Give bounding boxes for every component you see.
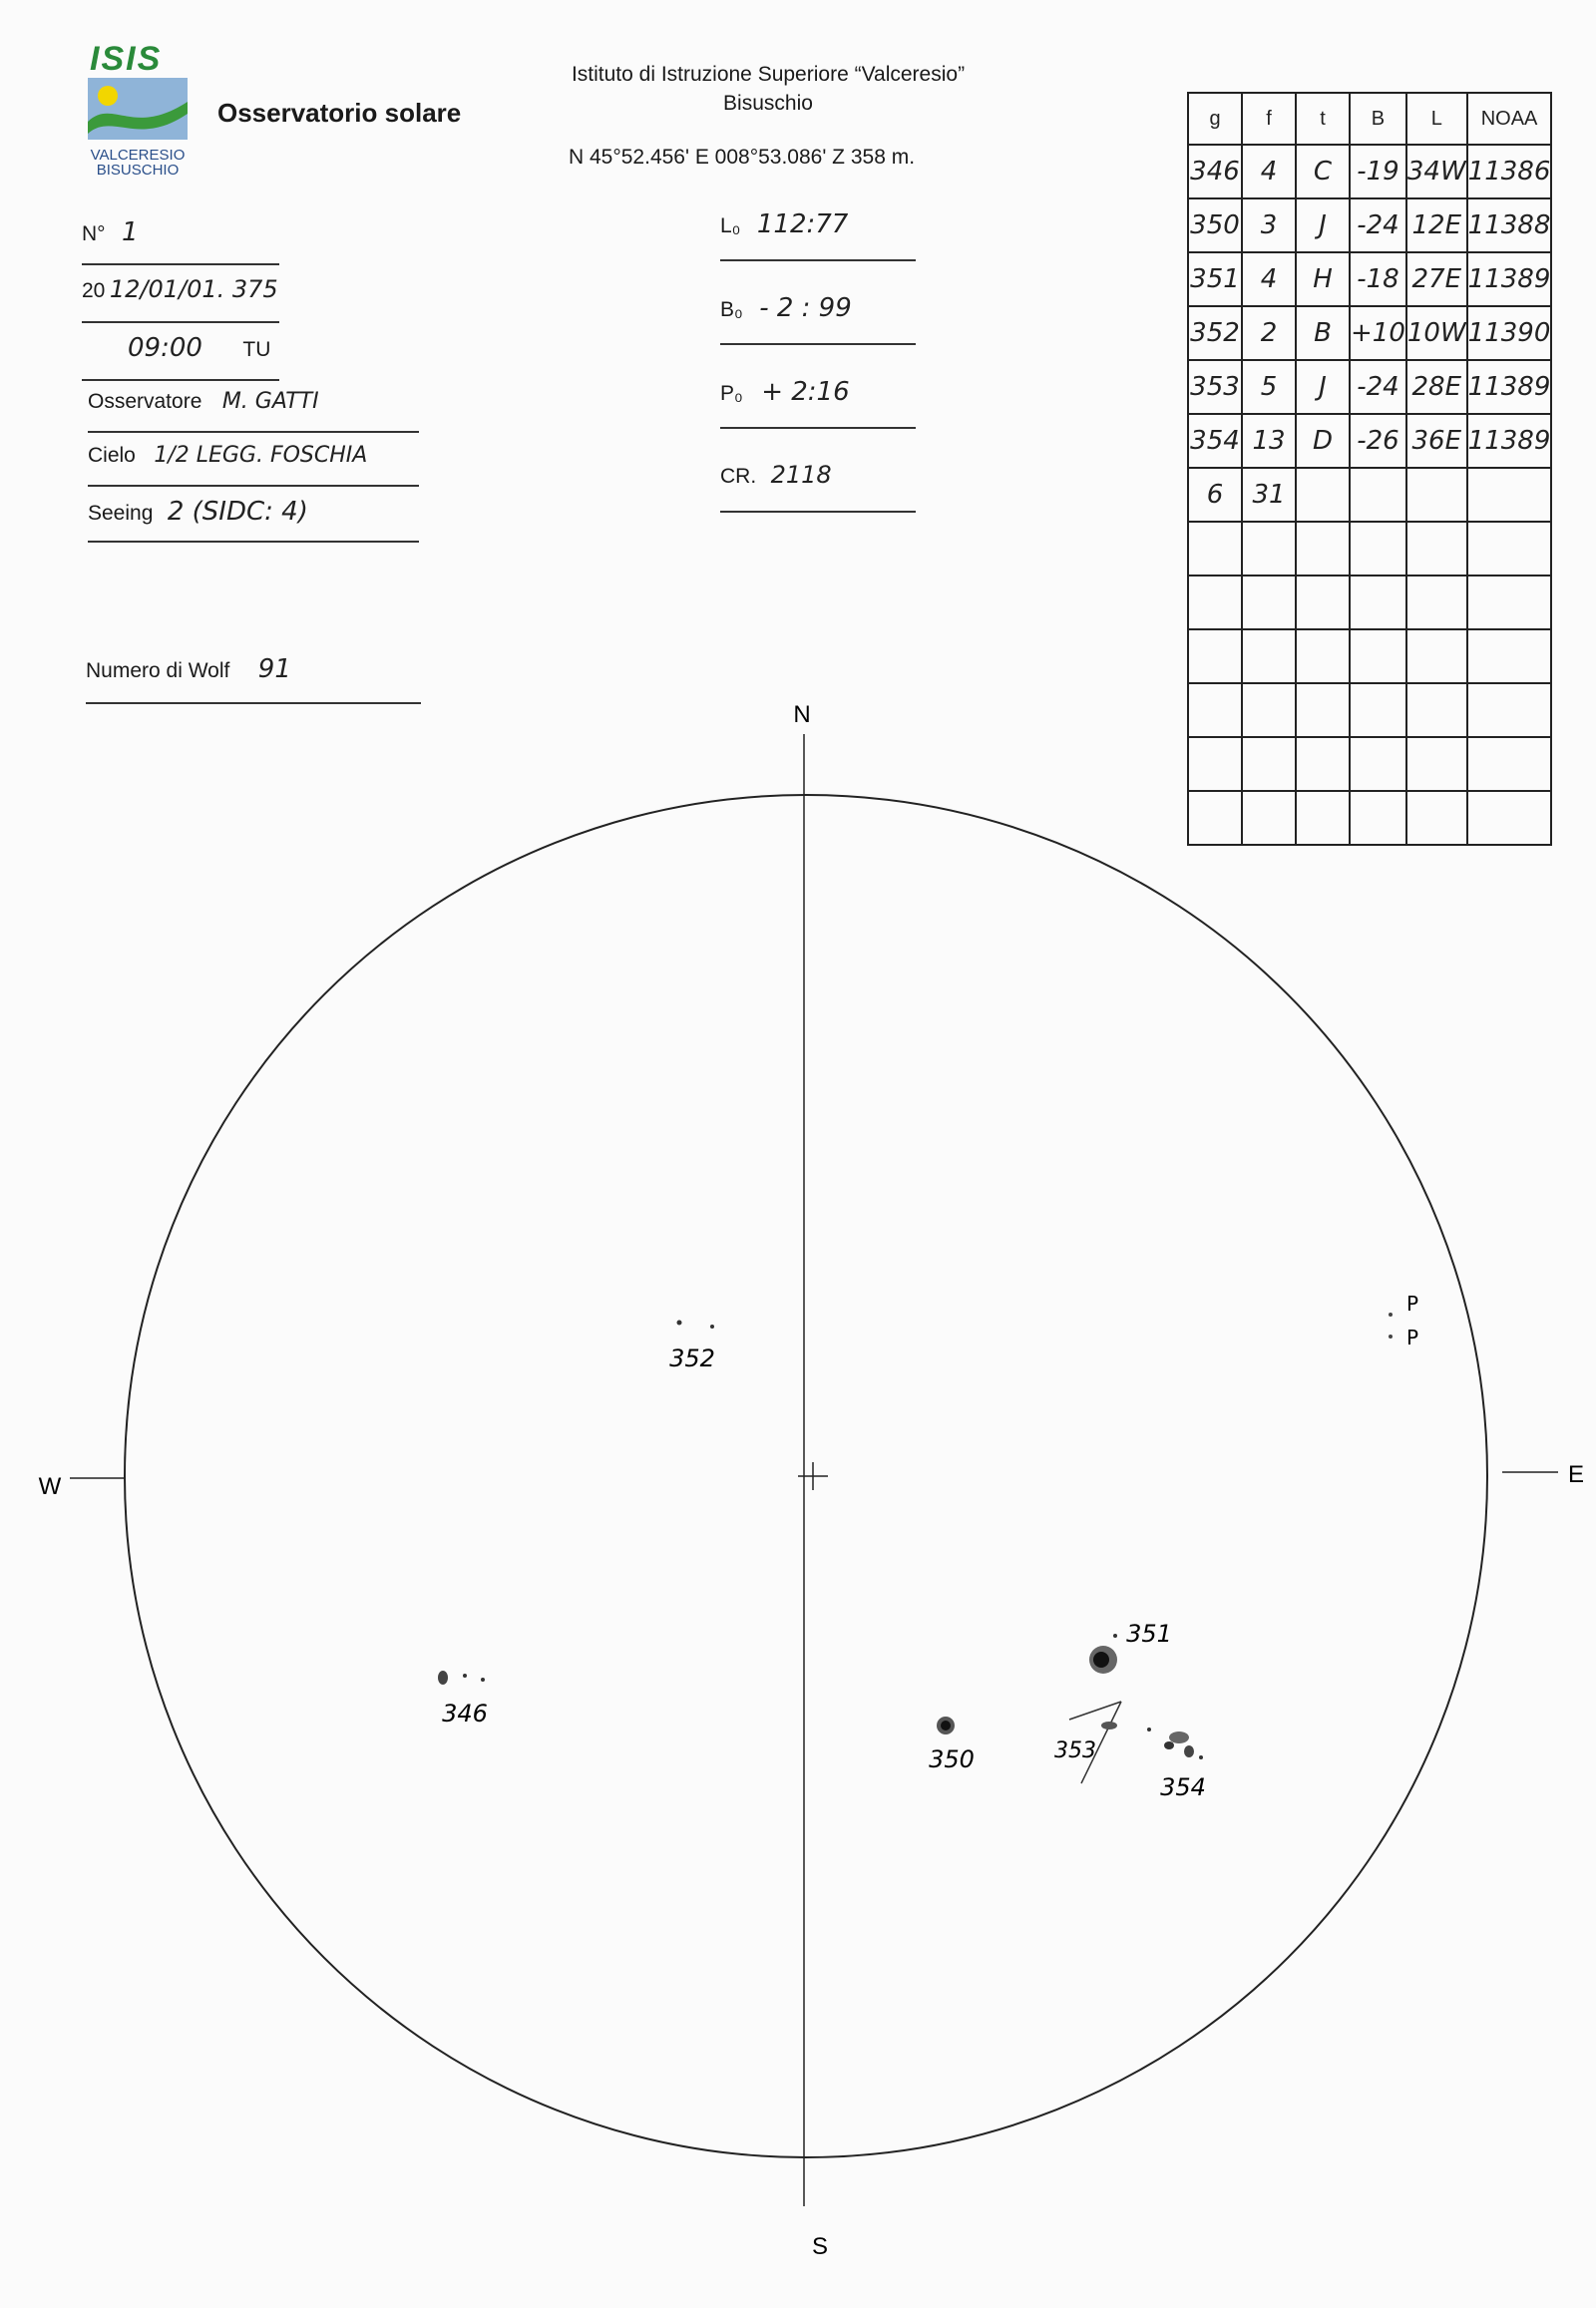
- cr-label: CR.: [720, 465, 757, 488]
- table-cell: 353: [1188, 360, 1242, 414]
- sunspot-354-c: [1184, 1745, 1194, 1757]
- table-header-cell: NOAA: [1467, 93, 1552, 145]
- sky-value: 1/2 LEGG. FOSCHIA: [154, 443, 368, 468]
- seeing-value: 2 (SIDC: 4): [167, 497, 308, 527]
- site-coordinates: N 45°52.456' E 008°53.086' Z 358 m.: [569, 146, 916, 169]
- west-label: W: [38, 1473, 62, 1500]
- institute-name: Istituto di Istruzione Superiore “Valceresio”: [571, 63, 966, 86]
- table-cell: 13: [1242, 414, 1296, 468]
- group-label-354: 354: [1160, 1773, 1206, 1801]
- seeing-label: Seeing: [88, 502, 154, 525]
- sunspot-354-d: [1199, 1755, 1203, 1759]
- table-cell: 27E: [1406, 252, 1467, 306]
- table-cell: -18: [1350, 252, 1406, 306]
- table-cell: B: [1296, 306, 1350, 360]
- table-cell: +10: [1350, 306, 1406, 360]
- logo-line-1: VALCERESIO: [90, 147, 186, 164]
- observer-label: Osservatore: [88, 390, 202, 413]
- facula-2-label: P: [1405, 1326, 1419, 1349]
- sky-label: Cielo: [88, 444, 136, 467]
- table-cell: 346: [1188, 145, 1242, 198]
- facula-2-dot: [1389, 1335, 1393, 1339]
- l0-label: L₀: [720, 214, 741, 237]
- p0-label: P₀: [720, 382, 743, 405]
- table-cell: 36E: [1406, 414, 1467, 468]
- table-cell: 352: [1188, 306, 1242, 360]
- sunspot-346-c: [481, 1678, 485, 1682]
- b0-label: B₀: [720, 298, 743, 321]
- south-label: S: [811, 2233, 829, 2260]
- north-label: N: [793, 701, 811, 728]
- table-header-cell: g: [1188, 93, 1242, 145]
- table-cell: 31: [1242, 468, 1296, 522]
- table-cell: 6: [1188, 468, 1242, 522]
- table-cell: -26: [1350, 414, 1406, 468]
- table-cell: 3: [1242, 198, 1296, 252]
- table-cell: 4: [1242, 145, 1296, 198]
- sunspot-354-a: [1169, 1731, 1189, 1743]
- table-cell: 34W: [1406, 145, 1467, 198]
- group-label-353: 353: [1054, 1738, 1096, 1763]
- date-value: 12/01/01. 375: [109, 275, 278, 303]
- sunspot-346-a: [438, 1671, 448, 1685]
- east-label: E: [1567, 1461, 1585, 1488]
- table-cell: -19: [1350, 145, 1406, 198]
- table-cell: 11389: [1467, 360, 1552, 414]
- observer-value: M. GATTI: [221, 389, 319, 414]
- facula-1-dot: [1389, 1313, 1393, 1317]
- table-cell: 11386: [1467, 145, 1552, 198]
- table-header-cell: f: [1242, 93, 1296, 145]
- table-header-cell: L: [1406, 93, 1467, 145]
- b0-value: - 2 : 99: [759, 293, 852, 323]
- table-cell: D: [1296, 414, 1350, 468]
- logo-brand: ISIS: [90, 40, 163, 78]
- group-label-352: 352: [669, 1345, 715, 1372]
- table-cell: 354: [1188, 414, 1242, 468]
- logo-line-2: BISUSCHIO: [96, 162, 180, 179]
- sunspot-351-b: [1113, 1634, 1117, 1638]
- group-label-346: 346: [442, 1700, 488, 1728]
- table-header-cell: B: [1350, 93, 1406, 145]
- table-cell: 11388: [1467, 198, 1552, 252]
- institute-town: Bisuschio: [723, 92, 813, 115]
- sunspot-351-umbra: [1093, 1652, 1109, 1668]
- sunspot-352-b: [710, 1325, 714, 1329]
- table-cell: 11390: [1467, 306, 1552, 360]
- observatory-title: Osservatorio solare: [217, 98, 462, 128]
- wolf-label: Numero di Wolf: [86, 659, 230, 682]
- table-cell: C: [1296, 145, 1350, 198]
- sunspot-350-umbra: [941, 1721, 951, 1731]
- sunspot-353-b: [1147, 1728, 1151, 1731]
- wolf-value: 91: [257, 654, 291, 684]
- table-cell: -24: [1350, 360, 1406, 414]
- facula-1-label: P: [1405, 1292, 1419, 1316]
- l0-value: 112:77: [756, 209, 849, 239]
- sunspot-353-a: [1101, 1722, 1117, 1730]
- table-cell: 350: [1188, 198, 1242, 252]
- table-cell: 351: [1188, 252, 1242, 306]
- table-cell: 11389: [1467, 252, 1552, 306]
- table-cell: 12E: [1406, 198, 1467, 252]
- table-cell: 5: [1242, 360, 1296, 414]
- table-header-cell: t: [1296, 93, 1350, 145]
- sunspot-352-a: [677, 1321, 682, 1326]
- p0-value: + 2:16: [761, 377, 850, 407]
- table-cell: 10W: [1406, 306, 1467, 360]
- group-label-351: 351: [1126, 1620, 1172, 1648]
- table-cell: 4: [1242, 252, 1296, 306]
- group-label-350: 350: [929, 1745, 975, 1773]
- table-cell: 2: [1242, 306, 1296, 360]
- table-cell: J: [1296, 198, 1350, 252]
- time-unit: TU: [242, 338, 271, 361]
- time-value: 09:00: [128, 333, 202, 363]
- cr-value: 2118: [770, 461, 832, 489]
- table-cell: J: [1296, 360, 1350, 414]
- table-cell: H: [1296, 252, 1350, 306]
- table-cell: -24: [1350, 198, 1406, 252]
- number-label: N°: [82, 222, 106, 245]
- sunspot-354-b: [1164, 1741, 1174, 1749]
- number-value: 1: [122, 217, 139, 247]
- date-prefix: 20: [82, 279, 106, 302]
- sunspot-346-b: [463, 1674, 467, 1678]
- table-cell: 11389: [1467, 414, 1552, 468]
- table-cell: 28E: [1406, 360, 1467, 414]
